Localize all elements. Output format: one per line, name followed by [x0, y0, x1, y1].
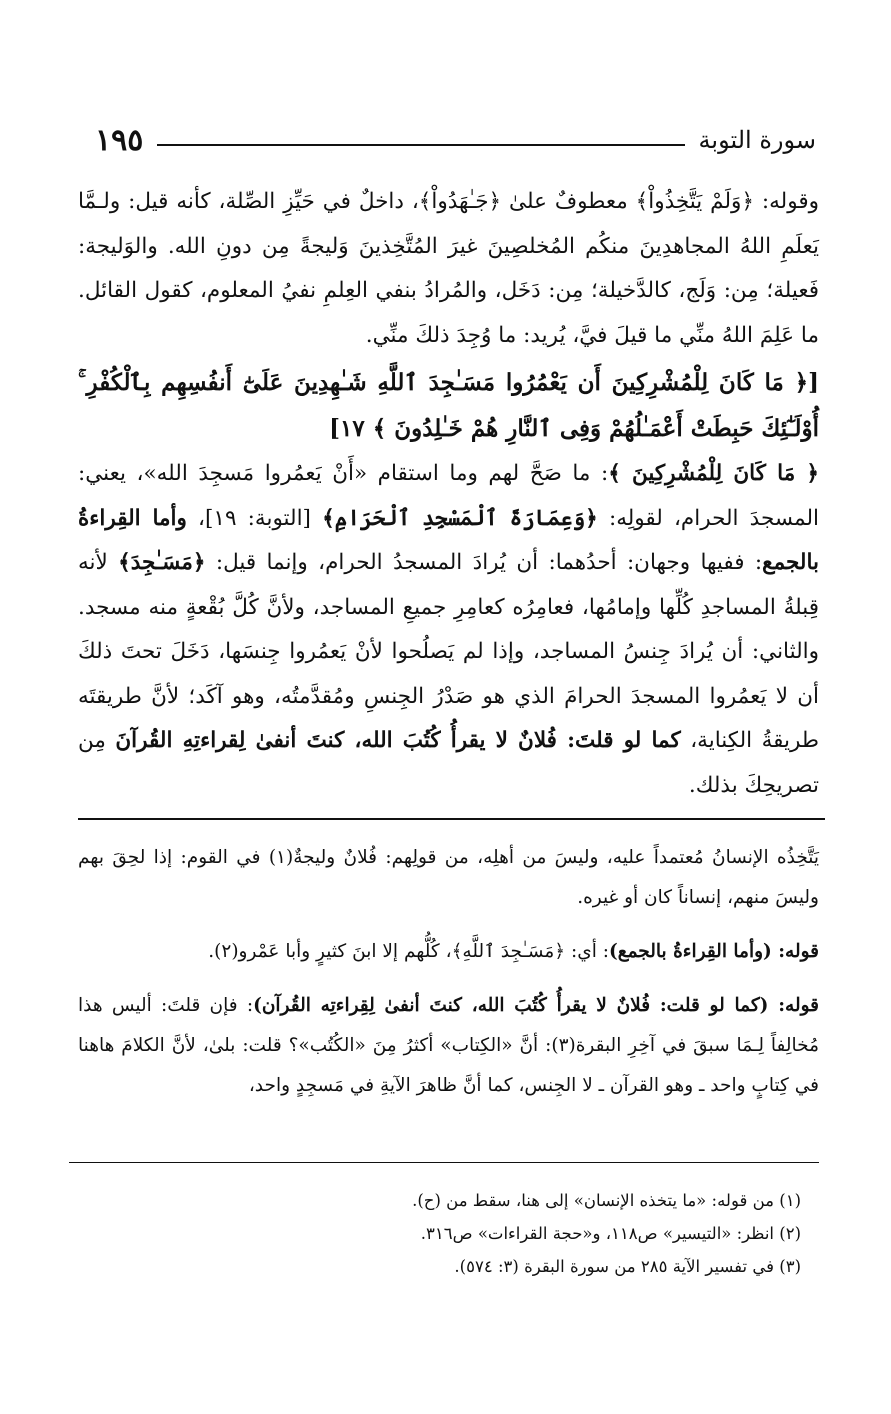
- section-divider: [78, 818, 825, 820]
- text-segment: : أي: ﴿مَسَـٰجِدَ ٱللَّهِ﴾، كُلُّهم إلا ابنَ كثيرٍ وأبا عَمْرو(٢).: [208, 941, 609, 962]
- bold-phrase: وأما القِراءةُ بالجمع: [78, 505, 819, 575]
- verse-quote: ﴿مَسَـٰجِدَ﴾: [118, 550, 206, 575]
- footnotes: [100, 1184, 801, 1283]
- commentary-3: [78, 986, 819, 1106]
- bold-phrase: كما لو قلتَ: فُلانٌ لا يقرأُ كُتُبَ الله، كنتَ أنفىٰ لِقراءتِهِ القُرآنَ: [115, 728, 681, 753]
- footnote-rule: [69, 1162, 819, 1163]
- commentary: [78, 838, 819, 1106]
- header-rule: [157, 144, 684, 146]
- text-segment: : ما صَحَّ لهم وما استقام «أَنْ يَعمُروا مَسجِدَ الله»، يعني: المسجدَ الحرام، لقولِه:: [78, 461, 819, 531]
- verse-quote: ﴿وَعِمَارَةَ ٱلْمَسْجِدِ ٱلْحَرَامِ﴾: [322, 505, 598, 531]
- main-text: [78, 180, 819, 808]
- surah-title: سورة التوبة: [698, 126, 816, 154]
- quran-verse-17: [﴿ مَا كَانَ لِلْمُشْرِكِينَ أَن يَعْمُرُوا مَسَـٰجِدَ ٱللَّهِ شَـٰهِدِينَ عَلَىٰٓ أَنفُسِهِم بِٱلْكُفْرِ ۚ أُوْلَـٰٓئِكَ حَبِطَتْ أَعْمَـٰلُهُمْ وَفِى ٱلنَّارِ هُمْ خَـٰلِدُونَ ﴾ ١٧]: [78, 369, 819, 442]
- text-segment: لأنه قِبلةُ المساجدِ كُلِّها وإمامُها، فعامِرُه كعامِرِ جميعِ المساجد، ولأنَّ كُلَّ بُقْعةٍ منه مسجد. والثاني: أن يُرادَ جِنسُ المساجد، وإذا لم يَصلُحوا لأنْ يَعمُروا جِنسَها، دَخَلَ تحتَ ذلكَ أن لا يَعمُروا المسجدَ الحرامَ الذي هو صَدْرُ الجِنسِ ومُقدَّمتُه، وهو آكَد؛ لأنَّ طريقتَه طريقةُ الكِناية،: [78, 550, 819, 753]
- commentary-2: [78, 932, 819, 972]
- commentary-1: يَتَّخِذُه الإنسانُ مُعتمداً عليه، وليسَ من أهلِه، من قولِهم: فُلانٌ وليجةٌ(١) في القوم: إذا لحِقَ بهم وليسَ منهم، إنساناً كان أو غيره.: [78, 847, 819, 908]
- footnote-3: (٣) في تفسير الآية ٢٨٥ من سورة البقرة (٣: ٥٧٤).: [454, 1257, 801, 1276]
- footnote-2: (٢) انظر: «التيسير» ص١١٨، و«حجة القراءات» ص٣١٦.: [420, 1224, 801, 1243]
- paragraph-2: [78, 452, 819, 808]
- text-segment: : ففيها وجهان: أحدُهما: أن يُرادَ المسجدُ الحرام، وإنما قيل:: [205, 550, 763, 575]
- footnote-1: (١) من قوله: «ما يتخذه الإنسان» إلى هنا، سقط من (ح).: [412, 1191, 801, 1210]
- bold-phrase: قوله: (وأما القِراءةُ بالجمع): [608, 941, 819, 962]
- text-segment: : فإن قلتَ: أليس هذا مُخالِفاً لِـمَا سبقَ في آخِرِ البقرة(٣): أنَّ «الكِتاب» أكثرُ مِنَ «الكُتُب»؟ قلت: بلىٰ، لأنَّ الكلامَ هاهنا في كِتابٍ واحد ـ وهو القرآن ـ لا الجِنس، كما أنَّ ظاهرَ الآيةِ في مَسجِدٍ واحد،: [78, 995, 819, 1096]
- text-segment: [التوبة: ١٩]،: [186, 505, 323, 531]
- text-segment: مِن تصريحِكَ بذلك.: [78, 728, 819, 798]
- paragraph-1: وقوله: ﴿وَلَمْ يَتَّخِذُواْ﴾ معطوفٌ علىٰ ﴿جَـٰهَدُواْ﴾، داخلٌ في حَيِّزِ الصِّلة، كأنه قيل: ولـمَّا يَعلَمِ اللهُ المجاهدِينَ منكُم المُخلصِينَ غيرَ المُتَّخِذينَ وَليجةً مِن دونِ الله. والوَليجة: فَعيلة؛ مِن: وَلَج، كالدَّخيلة؛ مِن: دَخَل، والمُرادُ بنفي العِلمِ نفيُ المعلوم، كقول القائل. ما عَلِمَ اللهُ منِّي ما قيلَ فيَّ، يُريد: ما وُجِدَ ذلكَ منِّي.: [78, 189, 819, 348]
- bold-phrase: قوله: (كما لو قلت: فُلانٌ لا يقرأُ كُتُبَ الله، كنتَ أنفىٰ لِقِراءتِه القُرآن): [253, 995, 819, 1016]
- page-header: [95, 118, 816, 162]
- page-number: ١٩٥: [95, 122, 144, 158]
- verse-quote: ﴿ مَا كَانَ لِلْمُشْرِكِينَ ﴾: [608, 461, 819, 486]
